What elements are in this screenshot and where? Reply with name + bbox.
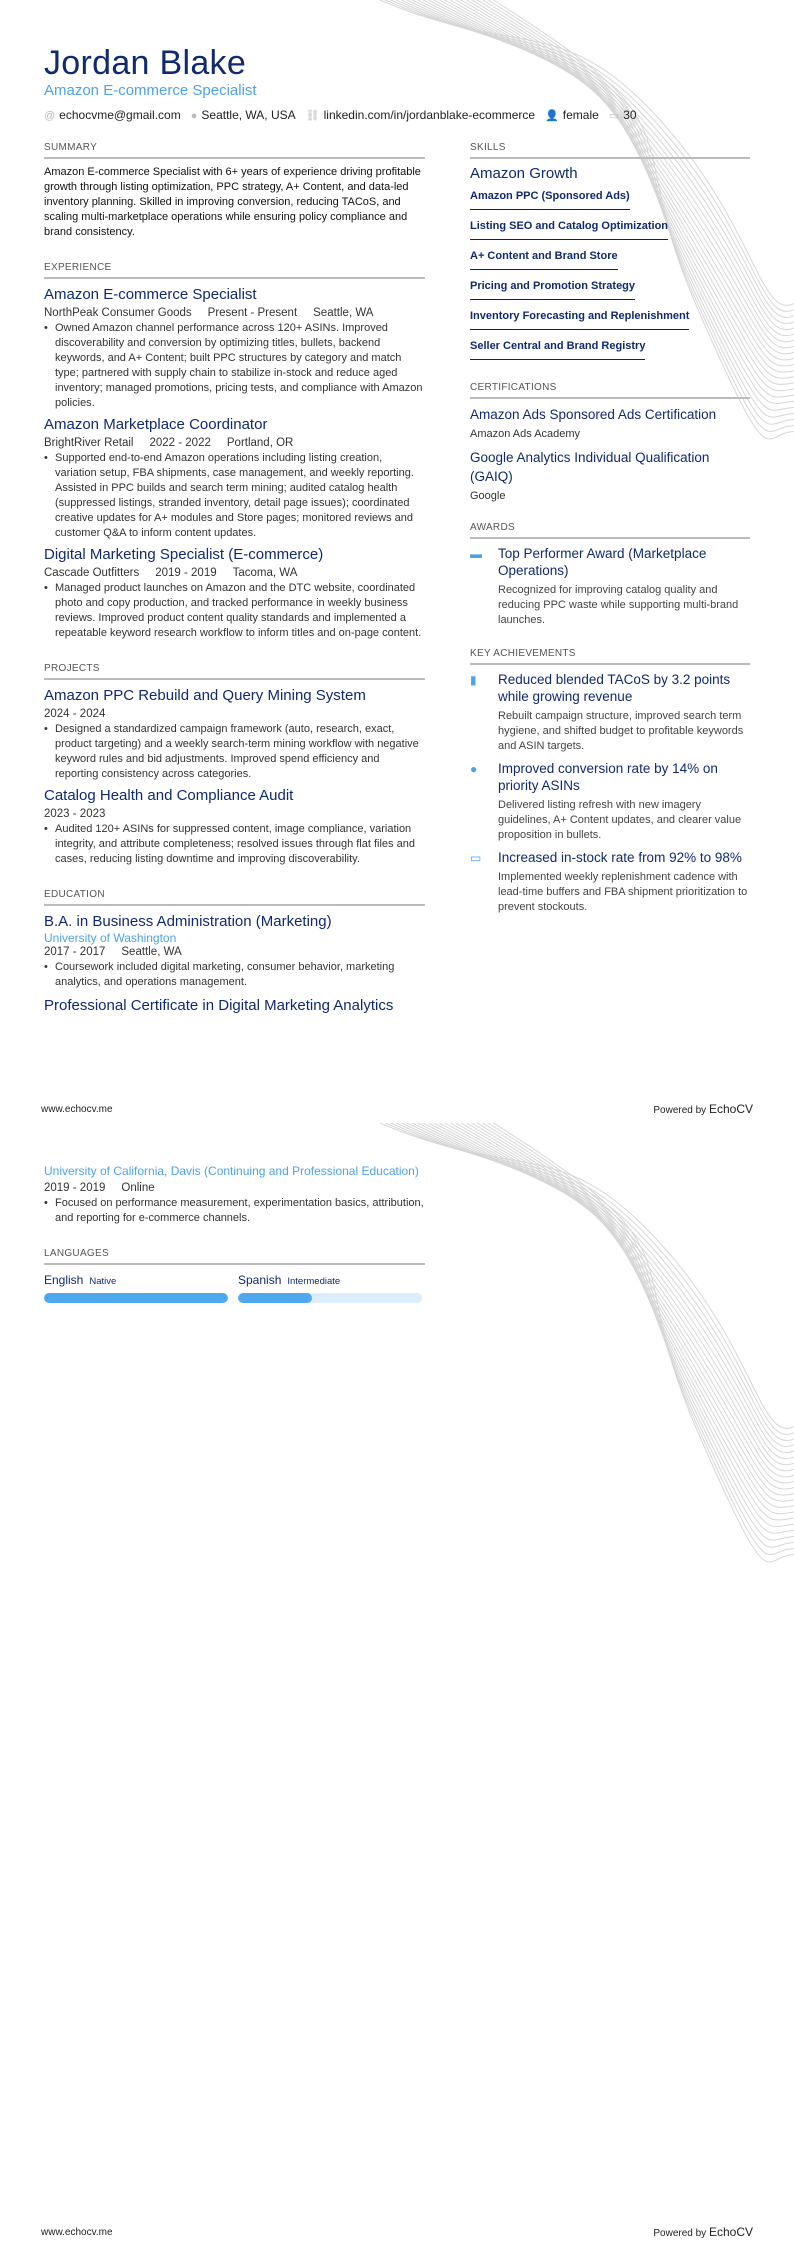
location: Online bbox=[121, 1182, 155, 1194]
contact-linkedin[interactable]: ⛓ linkedin.com/in/jordanblake-ecommerce bbox=[305, 108, 536, 122]
skill-group-title: Amazon Growth bbox=[470, 165, 578, 182]
dates: 2019 - 2019 bbox=[155, 567, 217, 579]
contact-email[interactable]: @ echocvme@gmail.com bbox=[44, 108, 181, 122]
footer-site[interactable]: www.echocv.me bbox=[41, 2227, 113, 2238]
location: Tacoma, WA bbox=[232, 567, 298, 579]
echocv-brand: EchoCV bbox=[708, 1102, 753, 1116]
award-title: Top Performer Award (Marketplace Operations) bbox=[498, 546, 707, 578]
footer-powered: Powered by EchoCV bbox=[653, 1102, 753, 1116]
skill-item: Inventory Forecasting and Replenishment bbox=[470, 310, 689, 330]
bullet: • Owned Amazon channel performance across 120+ ASINs. Improved discoverability and conversion by optimizing titles, bullets, backend keywords, and A+ Content; built PPC structures by category and match type; partnered with supply chain to stabilize in-stock and reduce aged inventory; managed promotions, pricing tests, and compliance with Amazon policies. bbox=[44, 321, 425, 411]
dates: 2017 - 2017 bbox=[44, 946, 106, 958]
experience-item bbox=[44, 545, 425, 641]
certifications-heading: CERTIFICATIONS bbox=[470, 382, 750, 399]
achievement-item bbox=[470, 760, 750, 843]
school: University of Washington bbox=[44, 931, 177, 945]
calendar-icon: ▭ bbox=[608, 110, 620, 122]
clock-icon: ● bbox=[470, 762, 478, 776]
wave-line bbox=[493, 1123, 794, 1562]
location: Seattle, WA bbox=[121, 946, 182, 958]
company: NorthPeak Consumer Goods bbox=[44, 307, 192, 319]
footer-site[interactable]: www.echocv.me bbox=[41, 1104, 113, 1115]
language-name: Spanish bbox=[238, 1273, 282, 1287]
education-item bbox=[44, 912, 425, 990]
achievement-desc: Implemented weekly replenishment cadence with lead-time buffers and FBA shipment prioritization to prevent stockouts. bbox=[498, 871, 748, 913]
location-icon: ● bbox=[190, 110, 198, 122]
experience-heading: EXPERIENCE bbox=[44, 262, 425, 279]
languages-list bbox=[44, 1271, 425, 1303]
wave-line bbox=[483, 1123, 794, 1547]
job-title: Digital Marketing Specialist (E-commerce) bbox=[44, 546, 324, 563]
language-level: Native bbox=[89, 1276, 117, 1287]
award-desc: Recognized for improving catalog quality and reducing PPC waste while supporting multi-brand launches. bbox=[498, 584, 739, 626]
contact-location: ● Seattle, WA, USA bbox=[190, 108, 296, 122]
company: BrightRiver Retail bbox=[44, 437, 134, 449]
right-column bbox=[470, 142, 750, 921]
monitor-icon: ▭ bbox=[470, 851, 482, 865]
experience-list bbox=[44, 285, 425, 641]
achievement-title: Reduced blended TACoS by 3.2 points while growing revenue bbox=[498, 672, 731, 704]
wave-line bbox=[418, 1123, 794, 1471]
achievement-desc: Delivered listing refresh with new imagery guidelines, A+ Content updates, and clearer value proposition in bullets. bbox=[498, 799, 742, 841]
experience-item bbox=[44, 415, 425, 541]
wave-line bbox=[472, 1123, 794, 1533]
award-item bbox=[470, 545, 750, 628]
skill-item: Amazon PPC (Sponsored Ads) bbox=[470, 190, 630, 210]
cert-org: Amazon Ads Academy bbox=[470, 428, 581, 440]
dates: 2019 - 2019 bbox=[44, 1182, 106, 1194]
proficiency-fill bbox=[44, 1293, 228, 1303]
wave-line bbox=[402, 1123, 794, 1453]
dates: 2022 - 2022 bbox=[149, 437, 211, 449]
resume-page-2 bbox=[0, 1123, 794, 2246]
wave-line bbox=[477, 1123, 794, 1540]
language-name: English bbox=[44, 1273, 84, 1287]
awards-heading: AWARDS bbox=[470, 522, 750, 539]
document-icon: ▮ bbox=[470, 673, 477, 687]
company: Cascade Outfitters bbox=[44, 567, 140, 579]
bullet: • Focused on performance measurement, experimentation basics, attribution, and reporting for e-commerce channels. bbox=[44, 1196, 425, 1226]
summary-text: Amazon E-commerce Specialist with 6+ years of experience driving profitable growth through listing optimization, PPC strategy, A+ Content, and data-led inventory planning. Skilled in improving conversion, reducing TACoS, and scaling multi-marketplace operations while ensuring policy compliance and brand consistency. bbox=[44, 166, 421, 238]
wave-line bbox=[439, 1123, 794, 1495]
degree: Professional Certificate in Digital Marketing Analytics bbox=[44, 997, 394, 1014]
wave-line bbox=[412, 1123, 794, 1465]
wave-line bbox=[396, 1123, 794, 1447]
wave-line bbox=[380, 1123, 794, 1428]
wave-line bbox=[423, 1123, 794, 1477]
language-item bbox=[44, 1271, 228, 1303]
wave-line bbox=[407, 1123, 794, 1459]
project-title: Amazon PPC Rebuild and Query Mining System bbox=[44, 687, 366, 704]
achievement-item bbox=[470, 849, 750, 915]
wave-line bbox=[456, 1123, 794, 1514]
left-column bbox=[44, 142, 425, 1015]
contact-row bbox=[44, 108, 637, 122]
job-title: Amazon E-commerce Specialist bbox=[44, 286, 257, 303]
wave-line bbox=[488, 1123, 794, 1555]
wave-line bbox=[461, 1123, 794, 1520]
bullet: • Coursework included digital marketing, consumer behavior, marketing analytics, and operations management. bbox=[44, 960, 425, 990]
achievement-desc: Rebuilt campaign structure, improved search term hygiene, and shifted budget to profitable keywords and ASIN targets. bbox=[498, 710, 744, 752]
cert-org: Google bbox=[470, 490, 506, 502]
wave-line bbox=[445, 1123, 794, 1501]
bullet: • Supported end-to-end Amazon operations including listing creation, variation setup, FBA shipments, case management, and weekly reporting. Assisted in PPC builds and search term mining; audited catalog health (suppressed listings, stranded inventory, detail page issues); coordinated creative updates for A+ modules and Store pages; monitored reviews and customer Q&A to inform content updates. bbox=[44, 451, 425, 541]
skill-item: Seller Central and Brand Registry bbox=[470, 340, 645, 360]
project-item bbox=[44, 686, 425, 782]
location: Seattle, WA bbox=[313, 307, 374, 319]
skill-item: Listing SEO and Catalog Optimization bbox=[470, 220, 668, 240]
achievement-title: Increased in-stock rate from 92% to 98% bbox=[498, 850, 742, 865]
echocv-brand: EchoCV bbox=[708, 2225, 753, 2239]
skill-item: Pricing and Promotion Strategy bbox=[470, 280, 635, 300]
link-icon: ⛓ bbox=[305, 110, 320, 122]
project-item bbox=[44, 786, 425, 867]
cert-name: Google Analytics Individual Qualification (GAIQ) bbox=[470, 450, 710, 484]
contact-age: ▭ 30 bbox=[608, 108, 637, 122]
bullet: • Designed a standardized campaign framework (auto, research, exact, product targeting) and a weekly search-term mining workflow with negative keyword rules and bid adjustments. Improved spend efficiency and reporting consistency across categories. bbox=[44, 722, 425, 782]
left-column-continued bbox=[44, 1163, 425, 1303]
dates: 2023 - 2023 bbox=[44, 808, 106, 820]
proficiency-bar bbox=[238, 1293, 422, 1303]
wave-line bbox=[434, 1123, 794, 1489]
proficiency-fill bbox=[238, 1293, 312, 1303]
languages-heading: LANGUAGES bbox=[44, 1248, 425, 1265]
school: University of California, Davis (Continuing and Professional Education) bbox=[44, 1164, 419, 1178]
person-icon: 👤 bbox=[545, 110, 559, 122]
wave-line bbox=[466, 1123, 794, 1527]
achievement-item bbox=[470, 671, 750, 754]
projects-heading: PROJECTS bbox=[44, 663, 425, 680]
proficiency-bar bbox=[44, 1293, 228, 1303]
job-title: Amazon Marketplace Coordinator bbox=[44, 416, 268, 433]
project-title: Catalog Health and Compliance Audit bbox=[44, 787, 294, 804]
bullet: • Managed product launches on Amazon and the DTC website, coordinated photo and copy production, and tracked performance in weekly business reviews. Improved product content quality standards and implemented a repeatable keyword research workflow to inform titles and on-page content. bbox=[44, 581, 425, 641]
contact-gender: 👤 female bbox=[545, 108, 599, 122]
wave-line bbox=[450, 1123, 794, 1507]
experience-item bbox=[44, 285, 425, 411]
candidate-name: Jordan Blake bbox=[44, 44, 247, 82]
wave-line bbox=[429, 1123, 794, 1483]
degree: B.A. in Business Administration (Marketing) bbox=[44, 913, 332, 930]
at-icon: @ bbox=[44, 110, 56, 122]
summary-heading: SUMMARY bbox=[44, 142, 425, 159]
cert-name: Amazon Ads Sponsored Ads Certification bbox=[470, 407, 717, 422]
language-item bbox=[238, 1271, 422, 1303]
education-heading: EDUCATION bbox=[44, 889, 425, 906]
skills-heading: SKILLS bbox=[470, 142, 750, 159]
dates: Present - Present bbox=[207, 307, 298, 319]
bullet: • Audited 120+ ASINs for suppressed content, image compliance, variation integrity, and attribute completeness; resolved issues through flat files and cases, reducing listing downtime and improving discoverability. bbox=[44, 822, 425, 867]
achievements-heading: KEY ACHIEVEMENTS bbox=[470, 648, 750, 665]
location: Portland, OR bbox=[226, 437, 294, 449]
language-level: Intermediate bbox=[287, 1276, 341, 1287]
wave-line bbox=[391, 1123, 794, 1440]
achievement-title: Improved conversion rate by 14% on priority ASINs bbox=[498, 761, 718, 793]
wave-line bbox=[385, 1123, 794, 1434]
award-icon: ▬ bbox=[470, 547, 482, 561]
candidate-title: Amazon E-commerce Specialist bbox=[44, 82, 257, 99]
dates: 2024 - 2024 bbox=[44, 708, 106, 720]
footer-powered: Powered by EchoCV bbox=[653, 2225, 753, 2239]
skills-list bbox=[470, 186, 750, 366]
skill-item: A+ Content and Brand Store bbox=[470, 250, 618, 270]
